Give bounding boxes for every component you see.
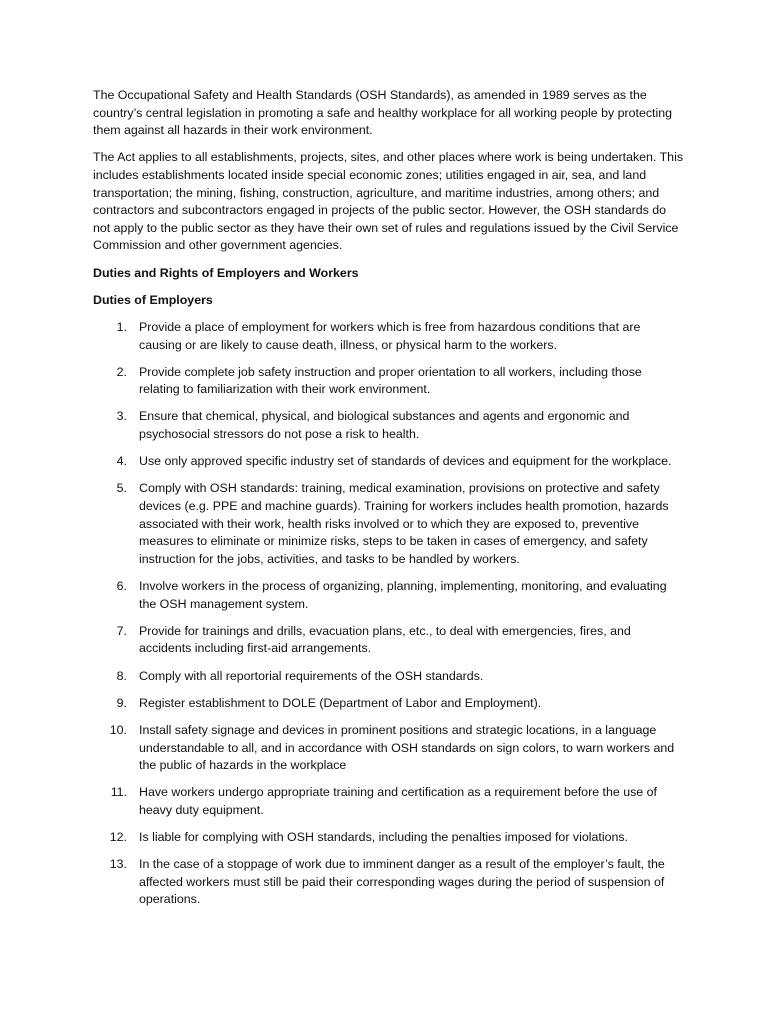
- list-item: [93, 364, 683, 399]
- list-item-number: 9.: [116, 695, 127, 710]
- list-item-text: Use only approved specific industry set of standards of devices and equipment for the workplace.: [139, 454, 672, 469]
- list-item: [93, 480, 683, 568]
- list-item-number: 8.: [116, 668, 127, 683]
- list-item-number: 7.: [116, 623, 127, 638]
- list-item-text: Register establishment to DOLE (Department of Labor and Employment).: [139, 695, 542, 710]
- list-item-number: 2.: [116, 364, 127, 379]
- list-item: [93, 623, 683, 658]
- section-heading: Duties and Rights of Employers and Workers: [93, 265, 359, 280]
- list-item-text: Is liable for complying with OSH standards, including the penalties imposed for violations.: [139, 830, 628, 845]
- list-item: [93, 453, 683, 471]
- list-item: [93, 578, 683, 613]
- list-item-number: 1.: [116, 319, 127, 334]
- list-item-text: Have workers undergo appropriate training and certification as a requirement before the use of heavy duty equipment.: [139, 785, 657, 817]
- intro-paragraph: The Occupational Safety and Health Standards (OSH Standards), as amended in 1989 serves as the country’s central legislation in promoting a safe and healthy workplace for all working people by protecting them against all hazards in their work environment.: [93, 88, 673, 138]
- scope-paragraph: The Act applies to all establishments, projects, sites, and other places where work is being undertaken. This includes establishments located inside special economic zones; utilities engaged in air, sea, and land transportation; the mining, fishing, construction, agriculture, and maritime industries, among others; and contractors and subcontractors engaged in projects of the public sector. However, the OSH standards do not apply to the public sector as they have their own set of rules and regulations issued by the Civil Service Commission and other government agencies.: [93, 150, 684, 253]
- list-item-number: 10.: [109, 722, 127, 737]
- list-item-number: 13.: [109, 857, 127, 872]
- list-item-text: Provide complete job safety instruction and proper orientation to all workers, including those relating to familiarization with their work environment.: [139, 364, 642, 397]
- list-item: [93, 722, 683, 775]
- list-item-text: Involve workers in the process of organizing, planning, implementing, monitoring, and evaluating the OSH management system.: [139, 579, 667, 611]
- list-item: [93, 668, 683, 686]
- list-item: [93, 408, 683, 443]
- list-item-text: Install safety signage and devices in prominent positions and strategic locations, in a language understandable to all, and in accordance with OSH standards on sign colors, to warn workers and the public of hazards in the workplace: [139, 722, 675, 773]
- list-item-text: Comply with OSH standards: training, medical examination, provisions on protective and safety devices (e.g. PPE and machine guards). Training for workers includes health promotion, hazards associated with their work, health risks involved or to which they are exposed to, preventive measures to eliminate or minimize risks, steps to be taken in cases of emergency, and safety instruction for the jobs, activities, and tasks to be handled by workers.: [139, 481, 669, 566]
- list-item-number: 11.: [110, 785, 127, 800]
- list-item-number: 6.: [116, 579, 127, 593]
- list-item-text: Comply with all reportorial requirements of the OSH standards.: [139, 668, 484, 683]
- list-item: [93, 319, 683, 354]
- subsection-heading: Duties of Employers: [93, 292, 213, 307]
- list-item: [93, 829, 683, 847]
- list-item-text: Ensure that chemical, physical, and biological substances and agents and ergonomic and psychosocial stressors do not pose a risk to health.: [139, 409, 630, 442]
- list-item-number: 5.: [116, 481, 127, 496]
- document-page: [93, 87, 683, 919]
- list-item-number: 12.: [109, 830, 127, 845]
- list-item-text: Provide for trainings and drills, evacuation plans, etc., to deal with emergencies, fires, and accidents including first-aid arrangements.: [139, 623, 631, 656]
- list-item: [93, 695, 683, 713]
- list-item-text: In the case of a stoppage of work due to imminent danger as a result of the employer’s fault, the affected workers must still be paid their corresponding wages during the period of suspension of operations.: [139, 857, 665, 907]
- list-item: [93, 856, 683, 909]
- list-item-text: Provide a place of employment for workers which is free from hazardous conditions that are causing or are likely to cause death, illness, or physical harm to the workers.: [139, 319, 641, 352]
- list-item-number: 4.: [116, 454, 127, 469]
- duties-list: [93, 319, 683, 909]
- list-item-number: 3.: [116, 409, 127, 424]
- list-item: [93, 784, 683, 819]
